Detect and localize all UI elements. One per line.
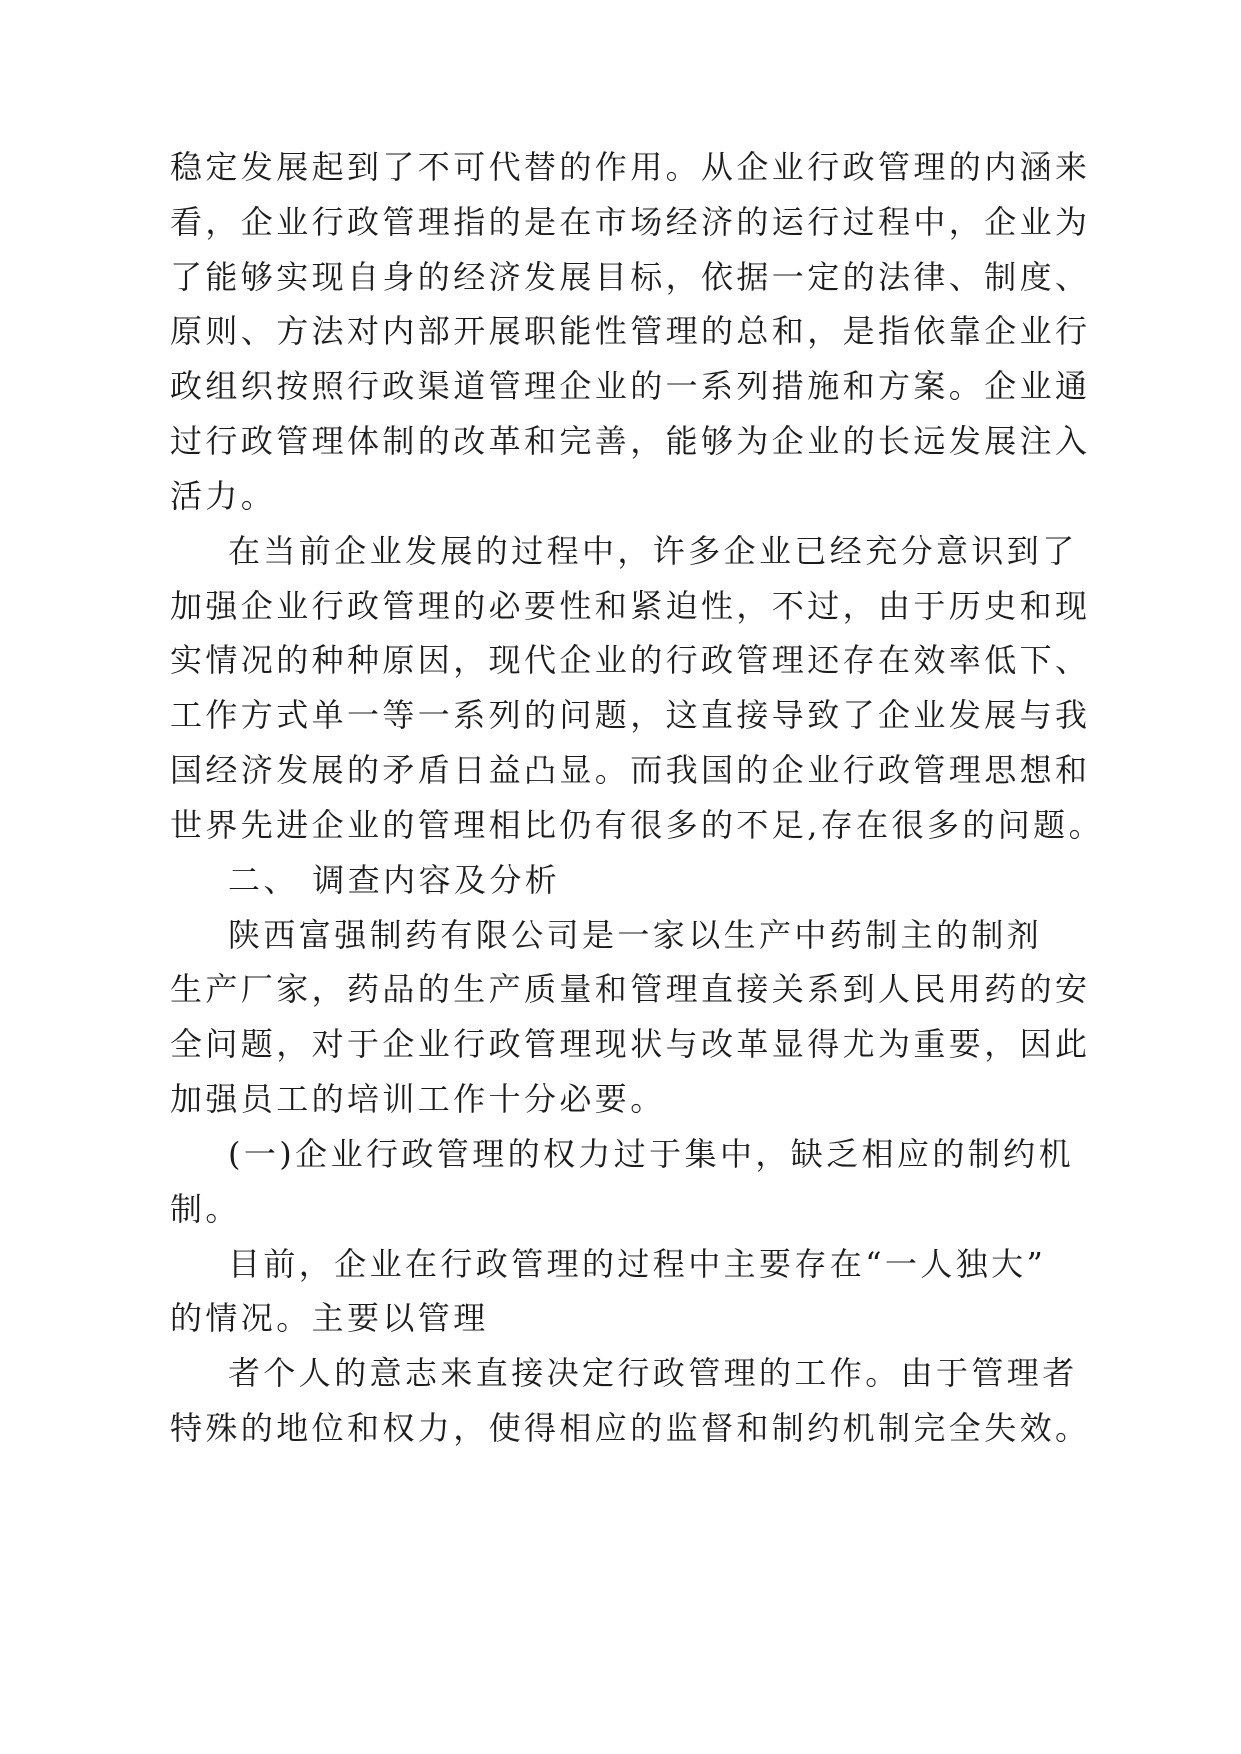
subsection-heading: (一)企业行政管理的权力过于集中，缺乏相应的制约机: [228, 1135, 1074, 1173]
text-line: 政组织按照行政渠道管理企业的一系列措施和方案。企业通: [170, 367, 1091, 405]
paragraph-start-line: 在当前企业发展的过程中，许多企业已经充分意识到了: [228, 532, 1078, 570]
section-heading: 二、 调查内容及分析: [228, 861, 561, 899]
text-line: 加强企业行政管理的必要性和紧迫性，不过，由于历史和现: [170, 587, 1091, 625]
text-line: 实情况的种种原因，现代企业的行政管理还存在效率低下、: [170, 641, 1091, 679]
paragraph-start-line: 陕西富强制药有限公司是一家以生产中药制主的制剂: [228, 916, 1043, 954]
text-line: 世界先进企业的管理相比仍有很多的不足,存在很多的问题。: [170, 806, 1104, 844]
text-line: 工作方式单一等一系列的问题，这直接导致了企业发展与我: [170, 696, 1091, 734]
paragraph-start-line: 者个人的意志来直接决定行政管理的工作。由于管理者: [228, 1354, 1078, 1392]
text-line: 了能够实现自身的经济发展目标，依据一定的法律、制度、: [170, 258, 1091, 296]
text-line: 稳定发展起到了不可代替的作用。从企业行政管理的内涵来: [170, 148, 1091, 186]
text-line: 制。: [170, 1190, 241, 1228]
text-line: 全问题，对于企业行政管理现状与改革显得尤为重要，因此: [170, 1025, 1091, 1063]
text-line: 活力。: [170, 477, 277, 515]
text-line: 国经济发展的矛盾日益凸显。而我国的企业行政管理思想和: [170, 751, 1091, 789]
text-line: 原则、方法对内部开展职能性管理的总和，是指依靠企业行: [170, 312, 1091, 350]
text-line: 加强员工的培训工作十分必要。: [170, 1080, 666, 1118]
text-line: 特殊的地位和权力，使得相应的监督和制约机制完全失效。: [170, 1409, 1091, 1447]
text-line: 的情况。主要以管理: [170, 1299, 489, 1337]
text-line: 过行政管理体制的改革和完善，能够为企业的长远发展注入: [170, 422, 1091, 460]
text-line: 看，企业行政管理指的是在市场经济的运行过程中，企业为: [170, 203, 1091, 241]
paragraph-start-line: 目前，企业在行政管理的过程中主要存在“一人独大”: [228, 1245, 1047, 1283]
text-line: 生产厂家，药品的生产质量和管理直接关系到人民用药的安: [170, 970, 1091, 1008]
